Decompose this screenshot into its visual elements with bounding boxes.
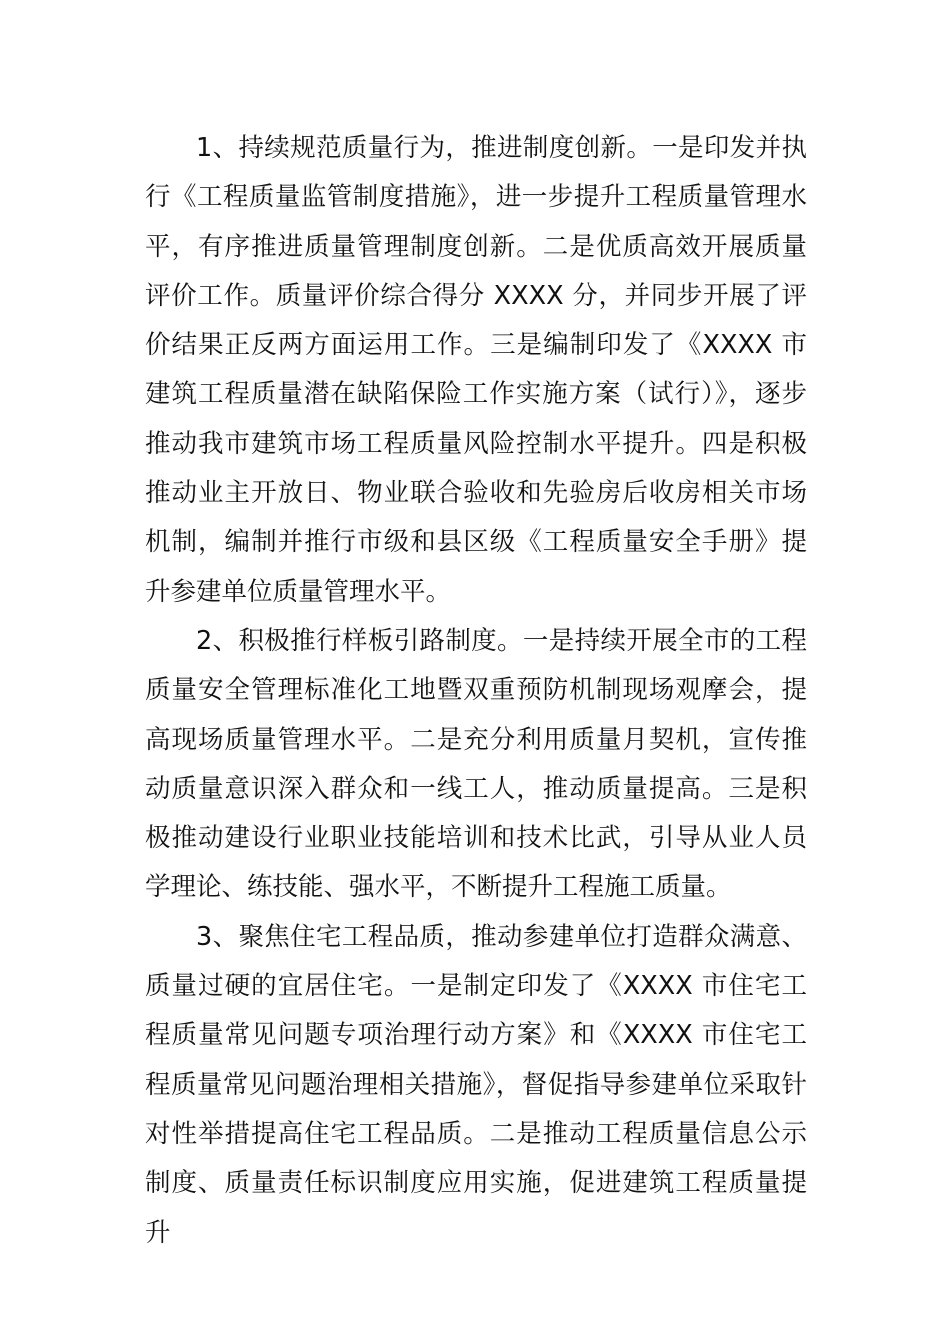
paragraph-1: 1、持续规范质量行为，推进制度创新。一是印发并执行《工程质量监管制度措施》，进一步提升工程质量管理水平，有序推进质量管理制度创新。二是优质高效开展质量评价工作。质量评价综合得分 XXXX 分，并同步开展了评价结果正反两方面运用工作。三是编制印发了《XXXX 市建筑工程质量潜在缺陷保险工作实施方案（试行）》，逐步推动我市建筑市场工程质量风险控制水平提升。四是积极推动业主开放日、物业联合验收和先验房后收房相关市场机制，编制并推行市级和县区级《工程质量安全手册》提升参建单位质量管理水平。 xyxy=(145,133,807,607)
paragraph-3: 3、聚焦住宅工程品质，推动参建单位打造群众满意、质量过硬的宜居住宅。一是制定印发了《XXXX 市住宅工程质量常见问题专项治理行动方案》和《XXXX 市住宅工程质量常见问题治理相关措施》，督促指导参建单位采取针对性举措提高住宅工程品质。二是推动工程质量信息公示制度、质量责任标识制度应用实施，促进建筑工程质量提升 xyxy=(145,921,807,1248)
paragraph-2: 2、积极推行样板引路制度。一是持续开展全市的工程质量安全管理标准化工地暨双重预防机制现场观摩会，提高现场质量管理水平。二是充分利用质量月契机，宣传推动质量意识深入群众和一线工人，推动质量提高。三是积极推动建设行业职业技能培训和技术比武，引导从业人员学理论、练技能、强水平，不断提升工程施工质量。 xyxy=(145,625,807,903)
document-body xyxy=(145,124,807,1258)
